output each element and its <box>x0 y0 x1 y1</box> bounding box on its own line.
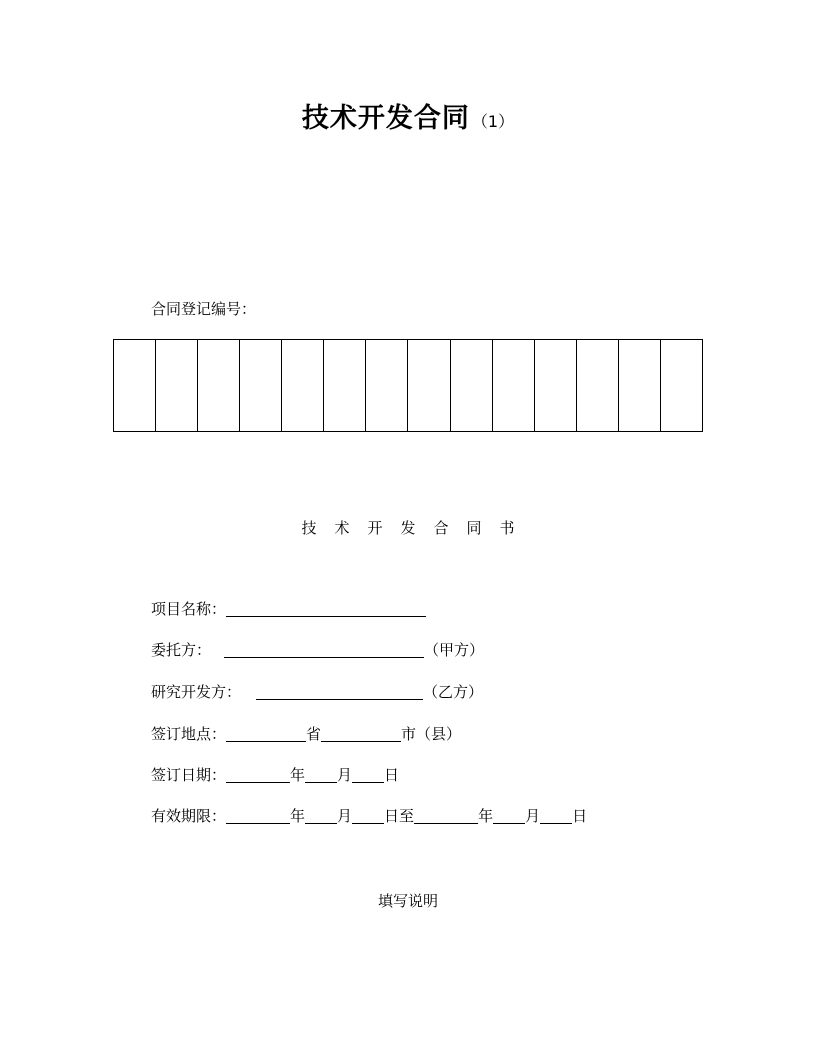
client-label: 委托方： <box>151 641 212 659</box>
registration-digit-box[interactable] <box>618 340 660 432</box>
province-blank[interactable] <box>226 725 306 742</box>
province-unit: 省 <box>306 725 322 743</box>
validity-row <box>151 806 587 826</box>
project-name-row <box>151 599 426 619</box>
year-unit: 年 <box>478 807 494 825</box>
client-row <box>151 640 484 660</box>
validity-label: 有效期限： <box>151 807 227 825</box>
document-title <box>0 96 816 135</box>
registration-number-row <box>114 340 703 432</box>
signing-place-label: 签订地点： <box>151 725 227 743</box>
registration-digit-box[interactable] <box>282 340 324 432</box>
signing-year-blank[interactable] <box>226 766 290 783</box>
month-unit: 月 <box>337 766 353 784</box>
registration-number-grid <box>113 339 703 432</box>
project-name-blank[interactable] <box>226 600 426 617</box>
developer-label: 研究开发方： <box>151 683 242 701</box>
end-year-blank[interactable] <box>414 807 478 824</box>
registration-digit-box[interactable] <box>156 340 198 432</box>
registration-digit-box[interactable] <box>660 340 702 432</box>
signing-date-label: 签订日期： <box>151 766 227 784</box>
project-name-label: 项目名称： <box>151 600 227 618</box>
registration-digit-box[interactable] <box>114 340 156 432</box>
registration-digit-box[interactable] <box>576 340 618 432</box>
developer-suffix: （乙方） <box>423 683 484 701</box>
month-unit: 月 <box>337 807 353 825</box>
registration-number-label: 合同登记编号： <box>151 300 257 318</box>
start-year-blank[interactable] <box>226 807 290 824</box>
developer-blank[interactable] <box>256 683 423 700</box>
until-unit: 日至 <box>384 807 415 825</box>
day-unit: 日 <box>572 807 588 825</box>
year-unit: 年 <box>290 766 306 784</box>
client-blank[interactable] <box>224 641 424 658</box>
registration-digit-box[interactable] <box>366 340 408 432</box>
title-main: 技术开发合同 <box>301 103 470 134</box>
client-suffix: （甲方） <box>424 641 485 659</box>
year-unit: 年 <box>290 807 306 825</box>
signing-date-row <box>151 765 399 785</box>
signing-place-row <box>151 724 461 744</box>
month-unit: 月 <box>525 807 541 825</box>
registration-digit-box[interactable] <box>240 340 282 432</box>
developer-row <box>151 682 483 702</box>
day-unit: 日 <box>384 766 400 784</box>
end-month-blank[interactable] <box>493 807 525 824</box>
instructions-heading: 填写说明 <box>377 892 438 910</box>
city-unit: 市（县） <box>401 725 462 743</box>
registration-digit-box[interactable] <box>534 340 576 432</box>
registration-digit-box[interactable] <box>408 340 450 432</box>
registration-digit-box[interactable] <box>324 340 366 432</box>
city-blank[interactable] <box>321 725 401 742</box>
document-subtitle: 技术开发合同书 <box>301 519 533 537</box>
start-month-blank[interactable] <box>305 807 337 824</box>
signing-day-blank[interactable] <box>352 766 384 783</box>
end-day-blank[interactable] <box>540 807 572 824</box>
title-suffix: （1） <box>471 112 515 131</box>
registration-digit-box[interactable] <box>492 340 534 432</box>
registration-digit-box[interactable] <box>450 340 492 432</box>
registration-digit-box[interactable] <box>198 340 240 432</box>
start-day-blank[interactable] <box>352 807 384 824</box>
signing-month-blank[interactable] <box>305 766 337 783</box>
